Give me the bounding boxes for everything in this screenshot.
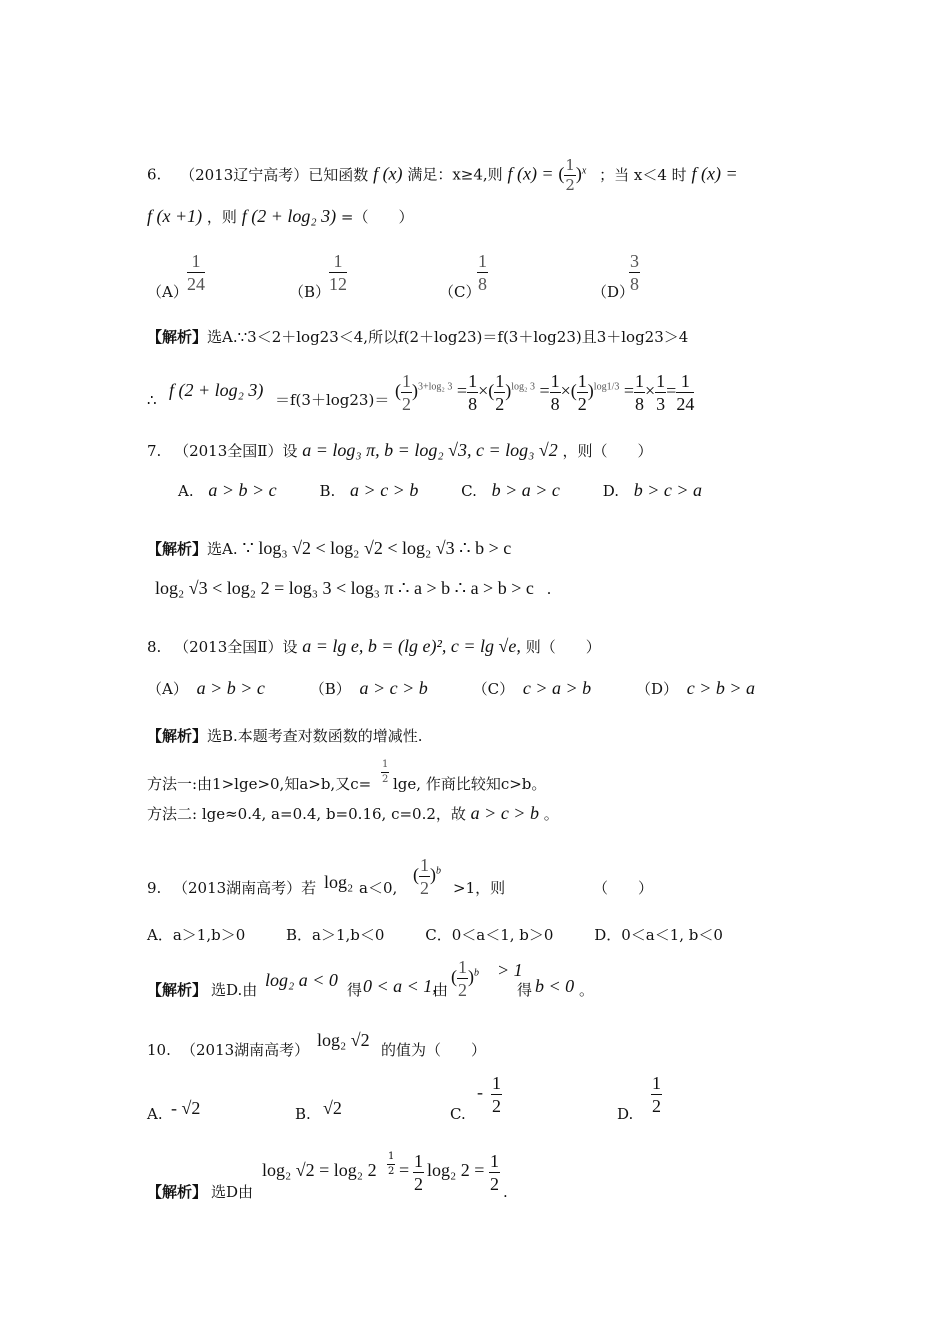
q9-answer-half: ( $\frac{1}{2}$ )$^b$ <box>451 957 479 1000</box>
q7-line1 <box>147 440 653 461</box>
q8-method1-a: 方法一:由1>lge>0,知a>b,又c= <box>147 775 372 793</box>
q7-source: （2013全国Ⅱ）设 <box>174 442 298 460</box>
q8-method2-a: 方法二: lge≈0.4, a=0.4, b=0.16, c=0.2，故 <box>147 805 466 823</box>
q8-ask: 则（ ） <box>525 638 601 656</box>
q8-source: （2013全国Ⅱ）设 <box>174 638 298 656</box>
q6-source: （2013辽宁高考）已知函数 <box>180 165 369 184</box>
q9-log: log₂ <box>324 872 354 892</box>
q9-opt-c: C．0＜a＜1, b＞0 <box>425 926 554 944</box>
q7-opt-d: b > c > a <box>633 480 703 500</box>
q6-opt-b-frac: $\frac{1}{12}$ <box>329 251 347 294</box>
q8-opt-d: c > b > a <box>686 678 756 698</box>
q6-exp: x <box>581 165 587 177</box>
q6-blank: =（ ） <box>340 208 414 226</box>
q9-half: ( $\frac{1}{2}$ )$^b$ <box>413 855 441 898</box>
q7-opt-d-label: D. <box>602 482 619 500</box>
q7-opt-c-label: C. <box>461 482 477 500</box>
q8-half: $\frac{1}{2}$ <box>382 759 389 785</box>
q6-ask: ，则 <box>206 208 237 226</box>
q6-fx2: f (x) = <box>691 163 738 184</box>
q10-ask: 的值为（ ） <box>381 1041 487 1059</box>
q9-answer-a7: b < 0 <box>535 976 575 996</box>
q6-fx: f (x) <box>373 163 403 184</box>
q10-expr: log₂ √2 <box>317 1030 370 1050</box>
q7-answer-expr1: ∵ log₃ √2 < log₂ √2 < log₂ √3 ∴ b > c <box>242 538 512 558</box>
q6-half: $\frac{1}{2}$ <box>565 156 575 194</box>
q10-opt-a: - √2 <box>171 1098 201 1118</box>
q8-opt-a-label: （A） <box>147 680 188 698</box>
q8-method2-c: 。 <box>543 805 559 823</box>
q10-answer-eq: = <box>399 1160 410 1180</box>
q9-cond2: >1，则 <box>453 879 506 897</box>
q7-ask: ，则（ ） <box>562 442 653 460</box>
q10-answer-tag: 【解析】 <box>147 1183 208 1201</box>
q10-opt-c-frac: $\frac{1}{2}$ <box>492 1073 501 1116</box>
q6-ans-f2log: f (2 + log₂ 3) <box>169 380 264 400</box>
q7-answer-line2 <box>155 578 551 599</box>
q7-opt-b-label: B. <box>319 482 336 500</box>
q8-method1-b: lge, 作商比较知c>b。 <box>393 775 547 793</box>
q9-answer-pre: 选D.由 <box>211 981 258 999</box>
q9-cond: a＜0, <box>359 879 398 897</box>
q9-opt-d: D．0＜a＜1, b＜0 <box>594 926 723 944</box>
q6-f2log: f (2 + log₂ 3) <box>241 206 337 226</box>
q6-line1: 6. （2013辽宁高考）已知函数 f (x) 满足：x≥4,则 f (x) = ( $\frac{1}{2}$ )$^x$ ；当 x＜4 时 f (x) = <box>147 156 738 194</box>
q8-expr: a = lg e, b = (lg e)², c = lg √e, <box>302 636 521 656</box>
q10-opt-d-label: D. <box>617 1105 634 1123</box>
q9-answer-a2: 得 <box>347 981 363 999</box>
q6-answer-text1: 选A.∵3＜2＋log23＜4,所以f(2＋log23)＝f(3＋log23)且3＋log23＞4 <box>207 328 689 346</box>
q9-answer-tag: 【解析】 <box>147 981 208 999</box>
q8-method2-b: a > c > b <box>470 803 539 823</box>
q7-opt-c: b > a > c <box>491 480 560 500</box>
q9-opt-b: B．a＞1,b＜0 <box>286 926 385 944</box>
q8-answer-tag: 【解析】 <box>147 727 208 745</box>
q6-fx1: f (x +1) <box>147 206 203 226</box>
q6-cond1: 满足：x≥4,则 <box>407 165 503 184</box>
q6-eq: f (x) = <box>507 163 554 184</box>
q9-source: （2013湖南高考）若 <box>173 879 317 897</box>
q9-answer-a3: 0 < a < 1, <box>363 976 437 996</box>
q6-opt-d-frac: $\frac{3}{8}$ <box>630 251 639 294</box>
q10-source: （2013湖南高考） <box>181 1041 310 1059</box>
q7-answer-tag: 【解析】 <box>147 540 208 558</box>
q10-number: 10. <box>147 1041 171 1059</box>
q6-opt-d-label: （D） <box>592 283 635 301</box>
q9-opt-a: A．a＞1,b＞0 <box>147 926 246 944</box>
q6-opt-a-label: （A） <box>147 283 188 301</box>
q6-ans-chain: ( $\frac{1}{2}$ )$^{3+log_2 3}$ = $\frac{1}{8}$ ×( $\frac{1}{2}$ )$^{log_2 3}$ = $\frac{1}{8}$ ×( $\frac{1}{2}$ )$^{log1/3}$ = $\frac{1}{8}$ × $\frac{1}{3}$ = $\frac{1}{24}$ <box>395 371 695 414</box>
q9-answer-a4: 由 <box>433 981 449 999</box>
q9-answer-a1: log₂ a < 0 <box>265 970 338 990</box>
q7-expr: a = log₃ π, b = log₂ √3, c = log₃ √2 <box>302 440 558 460</box>
q9-answer-a6: 得 <box>517 981 533 999</box>
q8-opt-c-label: （C） <box>472 680 515 698</box>
q9-answer-a5: > 1 <box>497 960 523 980</box>
q10-opt-c-sign: - <box>477 1082 483 1102</box>
q7-opt-a-label: A. <box>178 482 194 500</box>
q6-ans-f3log: ＝f(3＋log23)＝ <box>275 391 390 409</box>
q10-answer-exp-half: $\frac{1}{2}$ <box>388 1151 395 1177</box>
q10-opt-c-label: C. <box>450 1105 466 1123</box>
q6-opt-a-frac: $\frac{1}{24}$ <box>187 251 205 294</box>
q7-opt-b: a > c > b <box>350 480 419 500</box>
q8-opt-d-label: （D） <box>635 680 678 698</box>
q10-opt-a-label: A. <box>147 1105 163 1123</box>
q8-answer-line1 <box>147 726 423 746</box>
q9-number: 9. <box>147 879 162 897</box>
q8-opt-b: a > c > b <box>359 678 428 698</box>
q9-options <box>147 925 723 945</box>
q8-number: 8. <box>147 638 162 656</box>
q7-number: 7. <box>147 442 162 460</box>
q9-answer-a8: 。 <box>579 981 595 999</box>
q7-answer-expr2: log₂ √3 < log₂ 2 = log₃ 3 < log₃ π ∴ a > b ∴ a > b > c <box>155 578 534 598</box>
q8-line1 <box>147 636 601 657</box>
q6-answer-line1 <box>147 327 688 347</box>
q6-number: 6. <box>147 165 162 184</box>
q10-opt-b-label: B. <box>295 1105 311 1123</box>
q8-options <box>147 678 755 699</box>
q10-opt-b: √2 <box>323 1098 342 1118</box>
q8-opt-a: a > b > c <box>196 678 265 698</box>
q8-method2 <box>147 803 559 824</box>
q6-answer-tag: 【解析】 <box>147 328 208 346</box>
q6-opt-c-frac: $\frac{1}{8}$ <box>478 251 487 294</box>
q7-dot: . <box>546 580 552 598</box>
q6-therefore: ∴ <box>147 391 157 409</box>
q10-answer-expr: log₂ √2 = log₂ 2 <box>262 1160 377 1180</box>
q7-answer-pre: 选A. <box>207 540 238 558</box>
q7-answer-line1 <box>147 538 511 559</box>
q7-options <box>178 480 702 501</box>
q10-answer-half1: $\frac{1}{2}$ <box>414 1151 423 1194</box>
q10-dot: . <box>503 1183 508 1201</box>
q10-answer-pre: 选D由 <box>211 1183 254 1201</box>
q8-answer-pre: 选B.本题考查对数函数的增减性. <box>207 727 423 745</box>
q8-opt-c: c > a > b <box>522 678 592 698</box>
q10-opt-d-frac: $\frac{1}{2}$ <box>652 1073 661 1116</box>
q10-answer-half2: $\frac{1}{2}$ <box>490 1151 499 1194</box>
q7-opt-a: a > b > c <box>208 480 277 500</box>
q8-opt-b-label: （B） <box>309 680 351 698</box>
q6-opt-b-label: （B） <box>289 283 331 301</box>
q9-blank: （ ） <box>593 879 654 897</box>
q6-opt-c-label: （C） <box>439 283 481 301</box>
q10-answer-log: log₂ 2 = <box>427 1160 485 1180</box>
q6-line2 <box>147 206 413 227</box>
q6-cond2: ；当 x＜4 时 <box>599 165 687 184</box>
